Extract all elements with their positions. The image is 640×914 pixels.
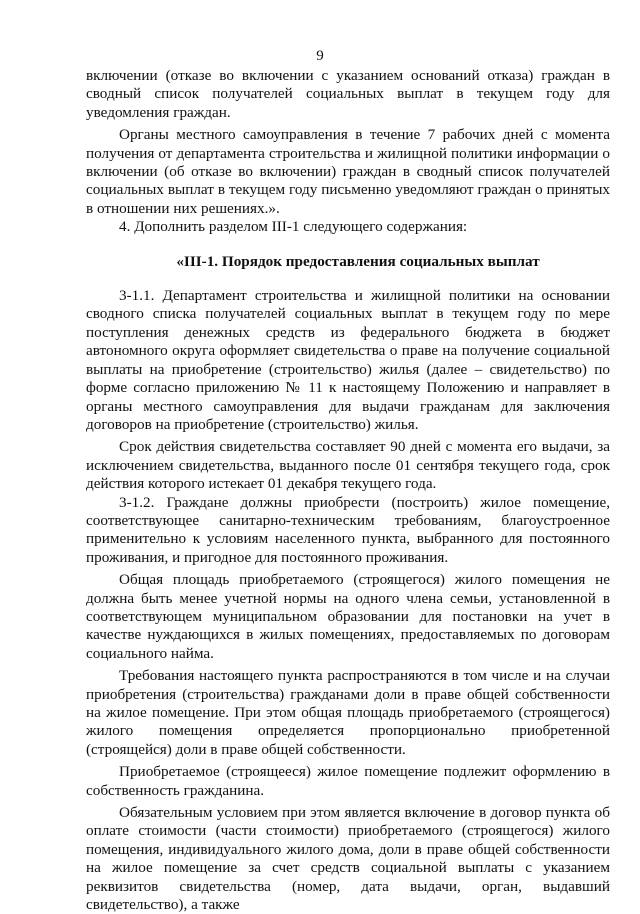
- paragraph: Требования настоящего пункта распространяются в том числе и на случаи приобретения (строительства) гражданами доли в праве общей собственности на жилое помещение. При этом общая площадь приобретаемого (строящегося) жилого помещения определяется пропорционально приобретенной (строящейся) доли в праве общей собственности.: [86, 667, 610, 758]
- paragraph: Срок действия свидетельства составляет 90 дней с момента его выдачи, за исключением свидетельства, выданного после 01 сентября текущего года, срок действия которого истекает 01 декабря текущего года.: [86, 438, 610, 493]
- paragraph: Общая площадь приобретаемого (строящегося) жилого помещения не должна быть менее учетной нормы на одного члена семьи, установленной в соответствующем муниципальном образовании для постановки на учет в качестве нуждающихся в жилых помещениях, предоставляемых по договорам социального найма.: [86, 571, 610, 662]
- paragraph: Обязательным условием при этом является включение в договор пункта об оплате стоимости (части стоимости) приобретаемого (строящегося) жилого помещения, индивидуального жилого дома, доли в праве общей собственности на жилое помещение за счет средств социальной выплаты с указанием реквизитов свидетельства (номер, дата выдачи, орган, выдавший свидетельство), а также: [86, 804, 610, 914]
- page-number: 9: [316, 48, 324, 64]
- paragraph: 3-1.2. Граждане должны приобрести (построить) жилое помещение, соответствующее санитарно-техническим требованиям, благоустроенное применительно к условиям населенного пункта, выбранного для постоянного проживания, и пригодное для постоянного проживания.: [86, 493, 610, 566]
- paragraph: Приобретаемое (строящееся) жилое помещение подлежит оформлению в собственность гражданина.: [86, 763, 610, 799]
- paragraph: включении (отказе во включении с указанием оснований отказа) граждан в сводный список получателей социальных выплат в текущем году для уведомления граждан.: [86, 67, 610, 121]
- paragraph: Органы местного самоуправления в течение 7 рабочих дней с момента получения от департамента строительства и жилищной политики информации о включении (об отказе во включении) граждан в сводный список получателей социальных выплат в текущем году письменно уведомляют граждан о принятых в отношении них решениях.».: [86, 126, 610, 217]
- section-heading: «III-1. Порядок предоставления социальных выплат: [176, 252, 540, 270]
- paragraph: 4. Дополнить разделом III-1 следующего содержания:: [119, 218, 468, 236]
- paragraph: 3-1.1. Департамент строительства и жилищной политики на основании сводного списка получателей социальных выплат в текущем году по мере поступления денежных средств из федерального бюджета в бюджет автономного округа оформляет свидетельства о праве на получение социальной выплаты на приобретение (строительство) жилья (далее – свидетельство) по форме согласно приложению № 11 к настоящему Положению и направляет в органы местного самоуправления для выдачи гражданам для заключения договоров на приобретение (строительство) жилья.: [86, 287, 610, 433]
- document-body: [86, 67, 610, 914]
